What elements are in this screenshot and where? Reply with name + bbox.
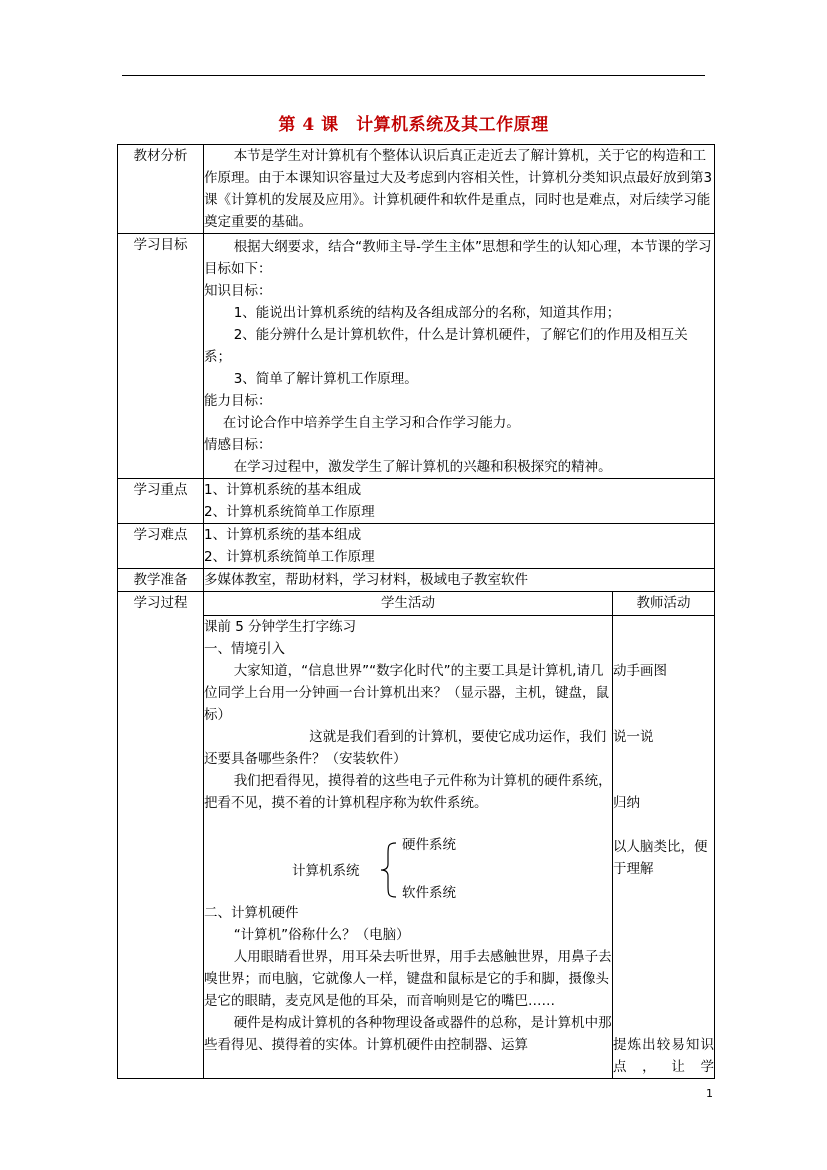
brace-icon bbox=[378, 842, 398, 898]
hardware-question: “计算机”俗称什么？（电脑） bbox=[233, 927, 410, 943]
key-point-2: 2、计算机系统简单工作原理 bbox=[204, 504, 375, 520]
intro-paragraph-2: 这就是我们看到的计算机，要使它成功运作，我们还要具备哪些条件？（安装软件） bbox=[204, 729, 607, 767]
row-process-header bbox=[118, 592, 715, 616]
knowledge-3: 3、简单了解计算机工作原理。 bbox=[233, 371, 418, 387]
hardware-analogy: 人用眼睛看世界，用耳朵去听世界，用手去感触世界，用鼻子去嗅世界；而电脑，它就像人一样，键盘和鼠标是它的手和脚，摄像头是它的眼睛，麦克风是他的耳朵，而音响则是它的嘴巴…… bbox=[204, 949, 612, 1009]
preparation-text: 多媒体教室，帮助材料，学习材料，极域电子教室软件 bbox=[204, 569, 715, 592]
row-goals bbox=[118, 234, 715, 479]
teacher-activity-cell bbox=[613, 616, 715, 1079]
intro-paragraph-3: 我们把看得见，摸得着的这些电子元件称为计算机的硬件系统，把看不见，摸不着的计算机程序称为软件系统。 bbox=[204, 773, 612, 811]
row-difficulties bbox=[118, 524, 715, 569]
student-activity-cell bbox=[204, 616, 613, 1079]
system-diagram bbox=[204, 836, 612, 902]
hardware-definition: 硬件是构成计算机的各种物理设备或器件的总称，是计算机中那些看得见、摸得着的实体。计算机硬件由控制器、运算 bbox=[204, 1015, 612, 1053]
diagram-software: 软件系统 bbox=[402, 885, 456, 901]
label-analysis: 教材分析 bbox=[118, 145, 204, 234]
diagram-root: 计算机系统 bbox=[292, 863, 360, 879]
lesson-title: 第 4 课 计算机系统及其工作原理 bbox=[278, 115, 549, 135]
emotion-title: 情感目标： bbox=[204, 437, 272, 453]
difficulty-1: 1、计算机系统的基本组成 bbox=[204, 527, 362, 543]
row-key-points bbox=[118, 479, 715, 524]
page-number: 1 bbox=[706, 1087, 713, 1100]
label-preparation: 教学准备 bbox=[118, 569, 204, 592]
intro-paragraph-1: 大家知道，“信息世界”“数字化时代”的主要工具是计算机,请几位同学上台用一分钟画一台计算机出来？（显示器，主机，键盘，鼠标） bbox=[204, 663, 609, 723]
teacher-note-1: 动手画图 bbox=[613, 663, 667, 679]
knowledge-1: 1、能说出计算机系统的结构及各组成部分的名称，知道其作用； bbox=[233, 305, 621, 321]
diagram-hardware: 硬件系统 bbox=[402, 837, 456, 853]
lesson-plan-table bbox=[117, 144, 715, 1079]
goals-intro: 根据大纲要求，结合“教师主导-学生主体”思想和学生的认知心理，本节课的学习目标如下： bbox=[204, 239, 712, 277]
ability-text: 在讨论合作中培养学生自主学习和合作学习能力。 bbox=[222, 415, 520, 431]
label-goals: 学习目标 bbox=[118, 234, 204, 479]
teacher-note-2: 说一说 bbox=[613, 729, 654, 745]
row-analysis bbox=[118, 145, 715, 234]
knowledge-2: 2、能分辨什么是计算机软件，什么是计算机硬件，了解它们的作用及相互关系； bbox=[204, 327, 688, 365]
emotion-text: 在学习过程中，激发学生了解计算机的兴趣和积极探究的精神。 bbox=[233, 459, 612, 475]
label-process: 学习过程 bbox=[118, 592, 204, 1079]
section-1-title: 一、情境引入 bbox=[204, 641, 285, 657]
teacher-activity-header: 教师活动 bbox=[613, 592, 715, 616]
student-activity-header: 学生活动 bbox=[204, 592, 613, 616]
row-preparation bbox=[118, 569, 715, 592]
label-key-points: 学习重点 bbox=[118, 479, 204, 524]
knowledge-title: 知识目标： bbox=[204, 283, 272, 299]
ability-title: 能力目标： bbox=[204, 393, 272, 409]
header-rule bbox=[122, 75, 705, 76]
teacher-note-4: 以人脑类比，便于理解 bbox=[613, 839, 708, 877]
key-point-1: 1、计算机系统的基本组成 bbox=[204, 482, 362, 498]
analysis-text: 本节是学生对计算机有个整体认识后真正走近去了解计算机，关于它的构造和工作原理。由于本课知识容量过大及考虑到内容相关性，计算机分类知识点最好放到第3课《计算机的发展及应用》。计算机硬件和软件是重点，同时也是难点，对后续学习能奠定重要的基础。 bbox=[204, 148, 713, 230]
warmup-text: 课前 5 分钟学生打字练习 bbox=[204, 619, 357, 635]
label-difficulties: 学习难点 bbox=[118, 524, 204, 569]
row-process-body bbox=[118, 616, 715, 1079]
difficulty-2: 2、计算机系统简单工作原理 bbox=[204, 549, 375, 565]
teacher-note-5: 提炼出较易知识点，让学 bbox=[613, 1037, 714, 1075]
section-2-title: 二、计算机硬件 bbox=[204, 905, 299, 921]
teacher-note-3: 归纳 bbox=[613, 795, 640, 811]
